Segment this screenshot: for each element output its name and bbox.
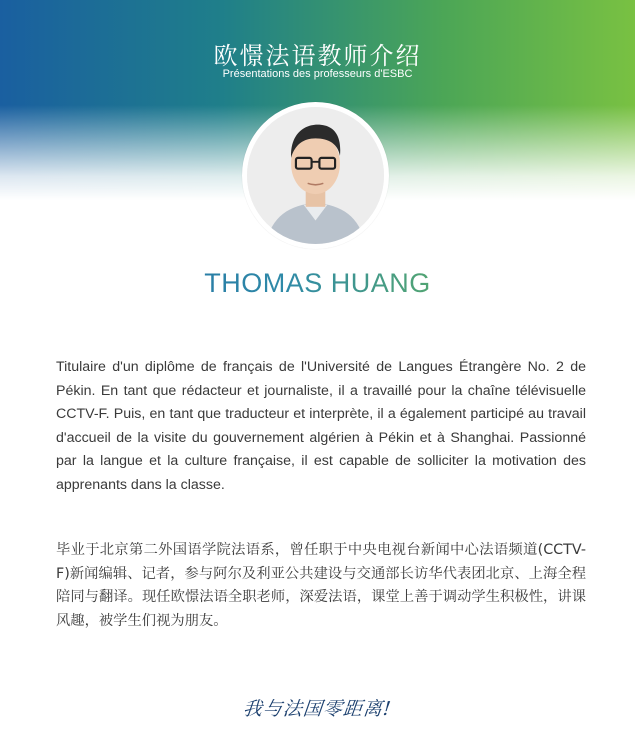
- page-title: 欧憬法语教师介绍: [213, 42, 422, 70]
- bio-french: Titulaire d'un diplôme de français de l'Université de Langues Étrangère No. 2 de Pékin. En tant que rédacteur et journaliste, il a travaillé pour la chaîne télévisuelle CCTV-F. Puis, en tant que traducteur et interprète, il a également participé au travail d'accueil de la visite du gouvernement algérien à Pékin et à Shanghai. Passionné par la langue et la culture française, il est capable de solliciter la motivation des apprenants dans la classe.: [56, 359, 586, 493]
- teacher-name: THOMAS HUANG: [0, 268, 635, 299]
- slogan-signature: 我与法国零距离!: [241, 698, 393, 720]
- page-subtitle: Présentations des professeurs d'ESBC: [222, 68, 413, 80]
- portrait-image: [247, 107, 384, 244]
- teacher-portrait: [242, 102, 389, 249]
- bio-chinese: 毕业于北京第二外国语学院法语系，曾任职于中央电视台新闻中心法语频道(CCTV-F)新闻编辑、记者，参与阿尔及利亚公共建设与交通部长访华代表团北京、上海全程陪同与翻译。现任欧憬法语全职老师，深爱法语，课堂上善于调动学生积极性，讲课风趣，被学生们视为朋友。: [56, 542, 586, 629]
